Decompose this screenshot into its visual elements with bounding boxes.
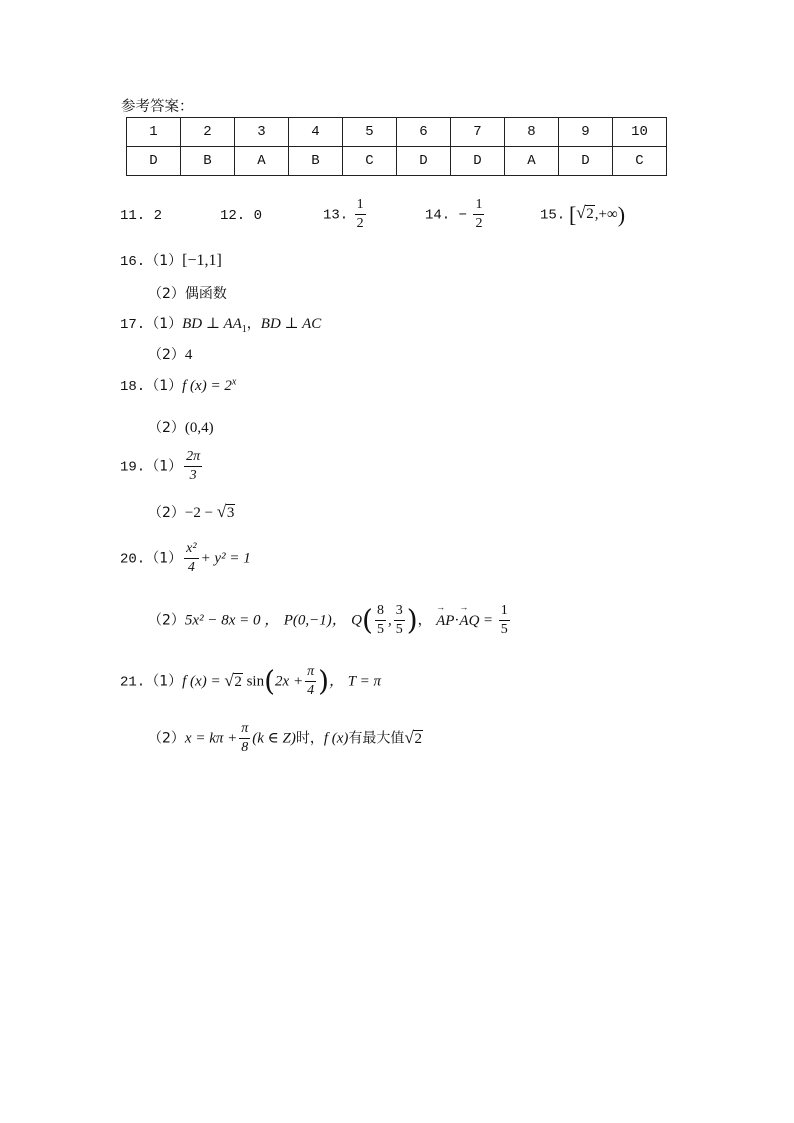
- numerator: 3: [394, 604, 405, 621]
- table-cell: A: [505, 147, 559, 176]
- question-number: 16.: [120, 254, 146, 270]
- fraction: [394, 604, 405, 637]
- sin: sin: [242, 673, 265, 690]
- table-cell: D: [397, 147, 451, 176]
- answer-text: −2 −: [184, 505, 217, 521]
- period: ， T = π: [329, 673, 381, 690]
- answer-15: 15. [ √ 2,+∞): [540, 202, 626, 227]
- table-cell: B: [181, 147, 235, 176]
- answer-21-part1: 21.（1）f (x) = √ 2 sin(2x + $\frac{\pi}{4}$ )， T = π: [120, 664, 381, 698]
- table-cell: D: [451, 147, 505, 176]
- question-number: 20.: [120, 551, 146, 568]
- answer-11: 11. 2: [120, 208, 163, 224]
- denominator: 2: [356, 216, 364, 231]
- denominator: 5: [395, 622, 403, 637]
- answer-13-label: 13.: [323, 207, 349, 224]
- table-cell: C: [343, 147, 397, 176]
- part-label: （1）: [145, 550, 183, 567]
- numerator: π: [305, 665, 316, 682]
- table-row-numbers: [127, 118, 667, 147]
- table-row-answers: [127, 147, 667, 176]
- question-number: 19.: [120, 459, 146, 476]
- separator: ，: [417, 612, 432, 629]
- answer-text: BD ⊥ AA: [182, 316, 242, 332]
- denominator: 4: [187, 560, 195, 575]
- table-cell: C: [613, 147, 667, 176]
- answer-21-part2: [148, 722, 423, 755]
- answer-14-label: 14. −: [425, 207, 468, 224]
- part-label: （2）: [148, 420, 185, 436]
- table-cell: A: [235, 147, 289, 176]
- answer-table: [126, 117, 667, 176]
- part-label: （2）: [148, 612, 185, 629]
- table-cell: 6: [397, 118, 451, 147]
- fraction: [305, 665, 316, 698]
- table-cell: 9: [559, 118, 613, 147]
- table-cell: B: [289, 147, 343, 176]
- answer-text: BD ⊥ AC: [260, 316, 322, 332]
- table-cell: D: [559, 147, 613, 176]
- answer-17-part2: [148, 344, 192, 364]
- question-number: 17.: [120, 317, 146, 333]
- part-label: （2）: [148, 730, 185, 747]
- fraction: [184, 542, 198, 575]
- table-cell: 3: [235, 118, 289, 147]
- answer-text: f (x) = 2: [182, 378, 232, 394]
- function: f (x) =: [182, 673, 225, 690]
- fraction: [499, 604, 510, 637]
- table-cell: 2: [181, 118, 235, 147]
- interval-rest: ,+∞: [594, 206, 618, 223]
- argument: 2x +: [275, 673, 304, 690]
- answer-13: [323, 198, 368, 231]
- answer-text: + y² = 1: [200, 550, 251, 567]
- vector-aq: → AQ: [459, 601, 480, 629]
- equals: =: [483, 612, 493, 629]
- fraction: [375, 604, 386, 637]
- function: f (x): [323, 730, 349, 747]
- part-label: （2）: [148, 286, 185, 302]
- answer-17-part1: [120, 313, 321, 335]
- denominator: 2: [475, 216, 483, 231]
- question-number: 21.: [120, 674, 146, 691]
- table-cell: 5: [343, 118, 397, 147]
- part-label: （1）: [145, 458, 183, 475]
- point-p: P(0,−1)，: [283, 612, 347, 629]
- fraction: [184, 450, 202, 483]
- answer-text: (0,4): [184, 420, 214, 436]
- answer-20-part1: [120, 542, 251, 575]
- answer-key-title: 参考答案：: [121, 99, 194, 115]
- fraction: [473, 198, 484, 231]
- answer-15-label: 15.: [540, 207, 566, 224]
- sqrt: √ 2: [404, 727, 422, 747]
- condition: (k ∈ Z): [252, 730, 296, 747]
- text: 时，: [295, 730, 324, 747]
- text: 有最大值: [348, 730, 405, 747]
- answer-16-part1: [120, 250, 222, 270]
- question-number: 18.: [120, 379, 146, 395]
- answer-text: [−1,1]: [182, 252, 222, 269]
- sqrt: √ 2: [576, 203, 594, 223]
- denominator: 3: [189, 468, 197, 483]
- table-cell: 7: [451, 118, 505, 147]
- fraction: [239, 722, 250, 755]
- table-cell: D: [127, 147, 181, 176]
- separator: ，: [246, 316, 261, 332]
- table-cell: 8: [505, 118, 559, 147]
- equation: 5x² − 8x = 0 ，: [184, 612, 280, 629]
- answer-12: 12. 0: [220, 208, 263, 224]
- part-label: （1）: [145, 253, 183, 269]
- numerator: 1: [355, 198, 366, 215]
- vector-ap: → AP: [436, 601, 455, 629]
- numerator: π: [239, 722, 250, 739]
- part-label: （1）: [145, 316, 183, 332]
- numerator: x²: [184, 542, 198, 559]
- answer-16-part2: [148, 283, 227, 303]
- subscript: 1: [241, 323, 247, 335]
- denominator: 5: [376, 622, 384, 637]
- numerator: 8: [375, 604, 386, 621]
- table-cell: 10: [613, 118, 667, 147]
- answer-text: 4: [184, 347, 193, 363]
- answer-14: [425, 198, 486, 231]
- denominator: 4: [307, 683, 315, 698]
- table-cell: 4: [289, 118, 343, 147]
- answer-18-part1: [120, 375, 236, 395]
- part-label: （2）: [148, 347, 185, 363]
- numerator: 1: [473, 198, 484, 215]
- expression: x = kπ +: [184, 730, 238, 747]
- sqrt: √ 2: [224, 670, 242, 690]
- exponent: x: [231, 376, 237, 388]
- part-label: （1）: [145, 378, 183, 394]
- sqrt: √ 3: [216, 502, 235, 521]
- answer-18-part2: [148, 417, 214, 437]
- fraction: [355, 198, 366, 231]
- answer-19-part2: [148, 502, 235, 522]
- point-q: Q: [351, 612, 363, 629]
- part-label: （2）: [148, 505, 185, 521]
- answer-20-part2: （2）5x² − 8x = 0 ， P(0,−1)， Q( $\frac{8}{5}$ , $\frac{3}{5}$ )， → AP· → AQ = $\frac{1}{5}$: [148, 601, 508, 637]
- answer-text: 偶函数: [184, 286, 227, 302]
- numerator: 2π: [184, 450, 202, 467]
- denominator: 8: [241, 740, 249, 755]
- numerator: 1: [499, 604, 510, 621]
- table-cell: 1: [127, 118, 181, 147]
- answer-19-part1: [120, 450, 204, 483]
- part-label: （1）: [145, 673, 183, 690]
- denominator: 5: [500, 622, 508, 637]
